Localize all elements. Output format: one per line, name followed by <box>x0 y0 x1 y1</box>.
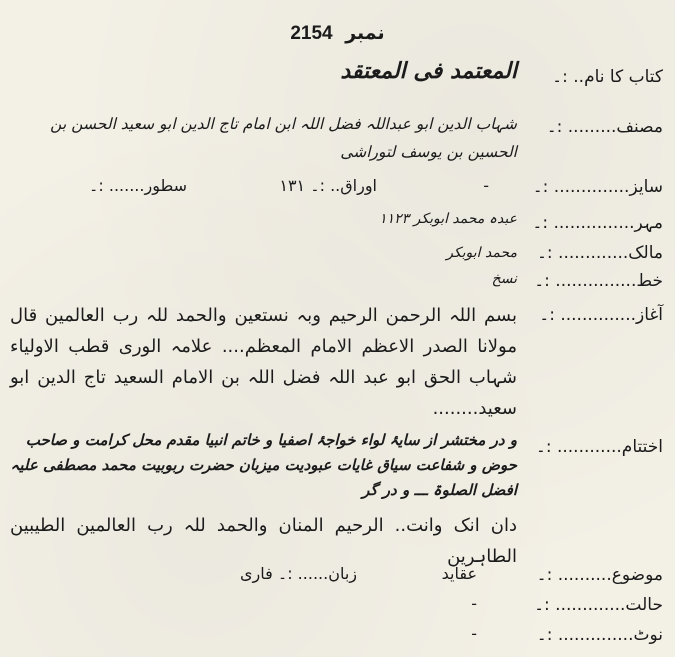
label-subject: موضوع.......... :۔ <box>536 565 663 585</box>
label-owner: مالک............. :۔ <box>536 243 663 263</box>
label-note: نوٹ.............. :۔ <box>536 625 663 645</box>
record-number-word: نمبر <box>345 22 385 44</box>
value-owner: محمد ابوبکر <box>446 245 517 261</box>
label-seal: مہر............... :۔ <box>532 213 663 233</box>
value-ending-arabic: دان انک وانت.. الرحیم المنان والحمد للہ رب العالمین الطیبین الطاہرین <box>10 515 517 567</box>
value-beginning: بسم اللہ الرحمن الرحیم وبہ نستعین والحمد للہ رب العالمین قال مولانا الصدر الاعظم الامام المعظم.... علامہ الوری قطب الاولیاء شہاب الحق ابو عبد اللہ فضل اللہ بن الامام السعید تاج الدین ابو سعید........ <box>10 305 517 419</box>
value-book-name: المعتمد فی المعتقد <box>340 58 517 84</box>
value-author: شہاب الدین ابو عبداللہ فضل اللہ ابن امام تاج الدین ابو سعید الحسن بن الحسین بن یوسف لتوراشی <box>50 115 517 161</box>
value-condition: - <box>471 594 477 613</box>
value-size: - <box>483 176 489 195</box>
value-lines: سطور....... :۔ <box>89 176 187 195</box>
value-language: زبان...... :۔ فاری <box>239 564 357 583</box>
label-beginning: آغاز.............. :۔ <box>539 305 663 325</box>
value-note: - <box>471 624 477 643</box>
label-book-name: کتاب کا نام.. :۔ <box>552 67 663 87</box>
value-leaves: اوراق.. :۔ ۱۳۱ <box>279 176 377 195</box>
label-author: مصنف......... :۔ <box>546 117 663 137</box>
value-subject: عقاید <box>441 564 477 583</box>
record-number: 2154 <box>290 23 333 44</box>
label-size: سایز.............. :۔ <box>532 177 663 197</box>
value-seal: عبدہ محمد ابوبکر ۱۱۲۳ <box>379 211 517 227</box>
label-ending: اختتام............ :۔ <box>535 437 663 457</box>
label-script: خط............... :۔ <box>534 271 663 291</box>
record-number-heading <box>0 22 675 45</box>
label-condition: حالت............. :۔ <box>534 595 663 615</box>
value-script: نسخ <box>491 271 517 287</box>
value-ending-persian: و در مختشر از سایۂ لواء خواجۂ اصفیا و خاتم انبیا مقدم محل کرامت و صاحب حوض و شفاعت سیاق غایات عبودیت میزبان حضرت ربوبیت محمد مصطفی علیہ افضل الصلوۃ ـــ و در گر <box>10 431 517 499</box>
